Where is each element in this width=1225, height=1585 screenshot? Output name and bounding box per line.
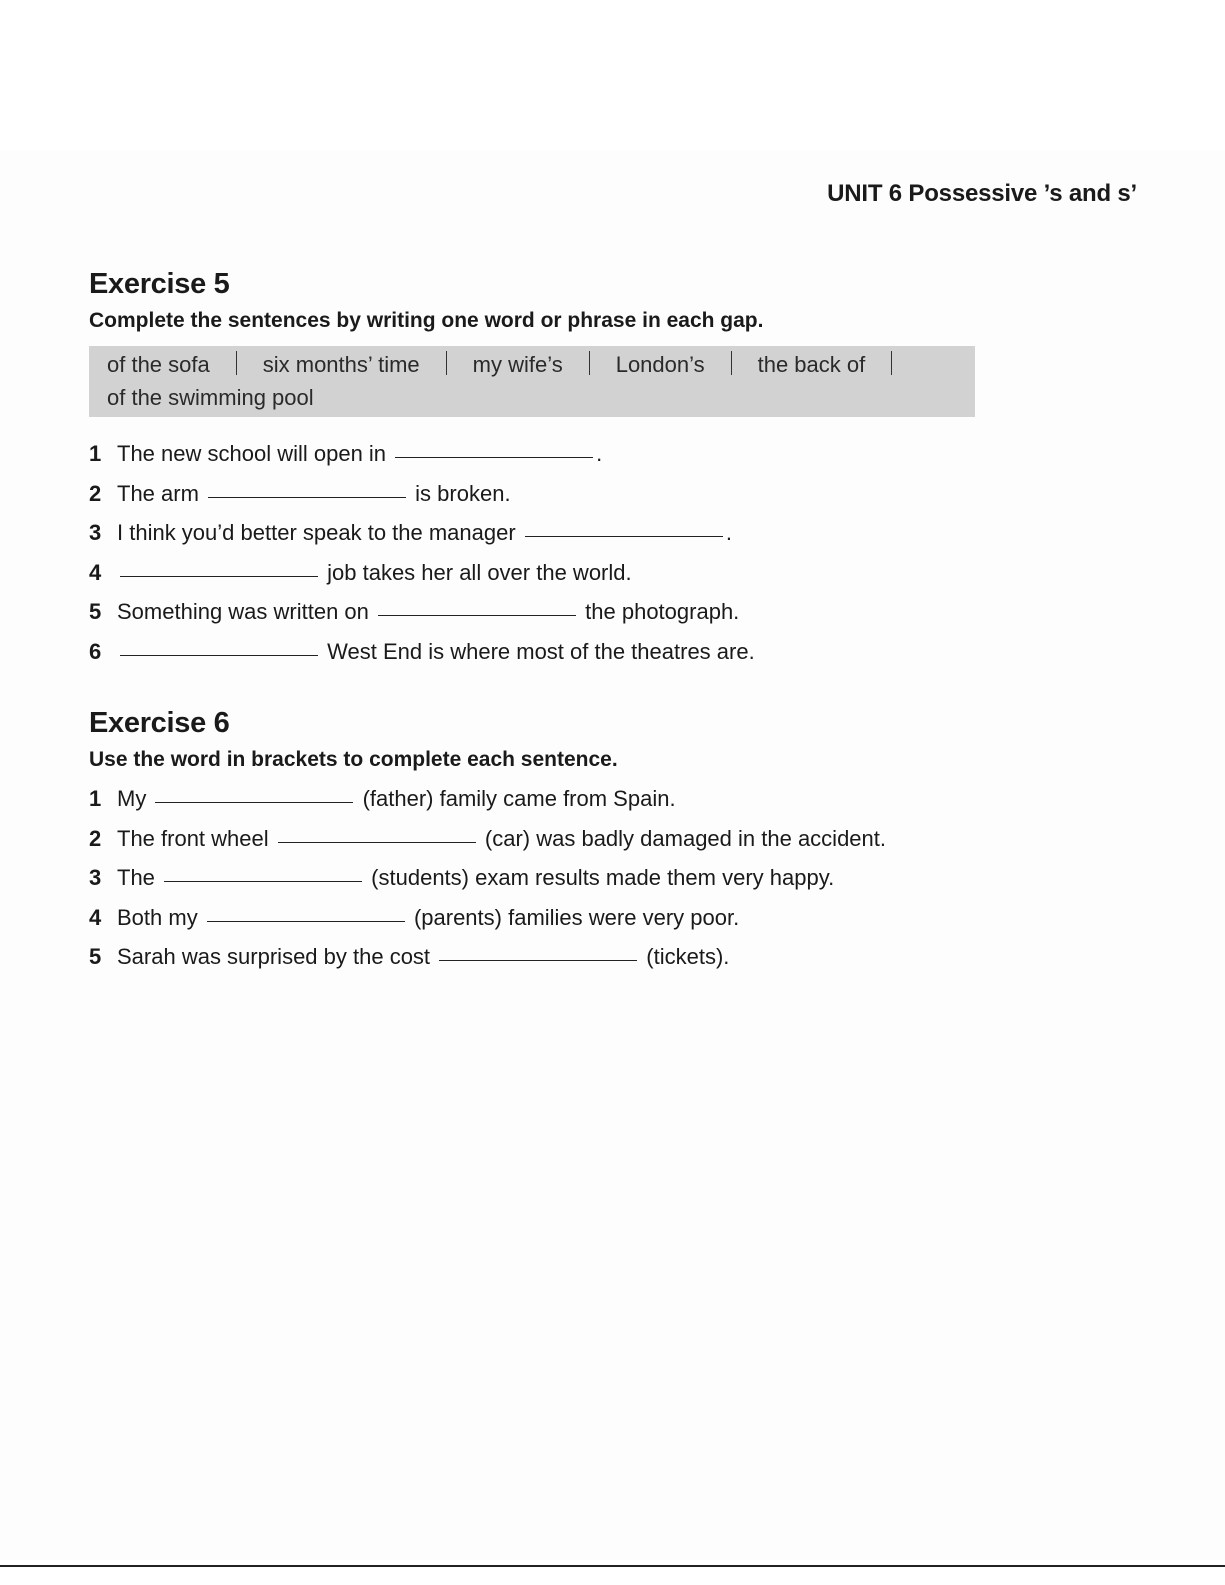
sentence-text-after: job takes her all over the world. bbox=[327, 559, 632, 585]
exercise-5-title: Exercise 5 bbox=[89, 268, 230, 300]
unit-header: UNIT 6 Possessive ’s and s’ bbox=[827, 180, 1137, 207]
divider bbox=[731, 351, 732, 375]
sentence-text-before: My bbox=[117, 786, 147, 811]
sentence-number: 4 bbox=[89, 559, 102, 585]
answer-gap[interactable] bbox=[164, 880, 362, 882]
answer-gap[interactable] bbox=[120, 654, 318, 656]
sentence-text-after: . bbox=[725, 520, 732, 546]
sentence-item bbox=[89, 858, 886, 898]
exercise-6-sentences bbox=[89, 779, 886, 977]
sentence-text-before: The front wheel bbox=[117, 825, 269, 851]
sentence-number: 6 bbox=[89, 638, 102, 664]
sentence-text-after: West End is where most of the theatres are. bbox=[327, 638, 755, 664]
sentence-text-before: Both my bbox=[117, 904, 198, 930]
sentence-number: 5 bbox=[89, 944, 102, 970]
divider bbox=[446, 351, 447, 375]
answer-gap[interactable] bbox=[207, 920, 405, 922]
page-bottom-rule bbox=[0, 1565, 1225, 1567]
divider bbox=[589, 351, 590, 375]
sentence-text-before: I think you’d better speak to the manager bbox=[117, 520, 516, 546]
sentence-item bbox=[89, 898, 886, 938]
divider bbox=[236, 351, 237, 375]
sentence-item bbox=[89, 474, 975, 514]
word-option: the back of bbox=[757, 352, 866, 377]
sentence-item bbox=[89, 513, 975, 553]
answer-gap[interactable] bbox=[120, 575, 318, 577]
divider bbox=[891, 351, 892, 375]
exercise-5-instruction: Complete the sentences by writing one word or phrase in each gap. bbox=[89, 309, 764, 332]
exercise-6 bbox=[89, 705, 886, 977]
sentence-text-after: (car) was badly damaged in the accident. bbox=[484, 825, 886, 851]
sentence-number: 3 bbox=[89, 865, 102, 891]
answer-gap[interactable] bbox=[278, 841, 476, 843]
word-box bbox=[89, 346, 975, 417]
sentence-item bbox=[89, 592, 975, 632]
sentence-number: 2 bbox=[89, 825, 102, 851]
sentence-item bbox=[89, 434, 975, 474]
answer-gap[interactable] bbox=[208, 496, 406, 498]
word-option: six months’ time bbox=[262, 352, 420, 377]
word-option: of the sofa bbox=[107, 352, 210, 377]
answer-gap[interactable] bbox=[155, 801, 353, 803]
sentence-number: 3 bbox=[89, 520, 102, 546]
sentence-text-after: (tickets). bbox=[646, 944, 730, 970]
sentence-text-after: . bbox=[596, 441, 603, 466]
answer-gap[interactable] bbox=[525, 535, 723, 537]
sentence-number: 2 bbox=[89, 480, 102, 506]
exercise-5 bbox=[89, 266, 975, 672]
word-option: of the swimming pool bbox=[107, 385, 314, 410]
exercise-6-instruction: Use the word in brackets to complete each sentence. bbox=[89, 748, 618, 771]
sentence-text-after: (students) exam results made them very happy. bbox=[371, 865, 835, 891]
answer-gap[interactable] bbox=[395, 456, 593, 458]
sentence-text-before: The arm bbox=[117, 480, 199, 506]
sentence-text-after: (parents) families were very poor. bbox=[413, 904, 740, 930]
word-option: my wife’s bbox=[472, 352, 563, 377]
sentence-item bbox=[89, 632, 975, 672]
answer-gap[interactable] bbox=[439, 959, 637, 961]
sentence-item bbox=[89, 779, 886, 819]
sentence-item bbox=[89, 553, 975, 593]
sentence-number: 1 bbox=[89, 441, 102, 466]
sentence-text-after: the photograph. bbox=[585, 599, 740, 625]
sentence-text-before: Something was written on bbox=[117, 599, 369, 625]
sentence-number: 5 bbox=[89, 599, 102, 625]
word-option: London’s bbox=[615, 352, 705, 377]
answer-gap[interactable] bbox=[378, 614, 576, 616]
sentence-text-before: The new school will open in bbox=[117, 441, 387, 466]
exercise-6-title: Exercise 6 bbox=[89, 707, 230, 739]
sentence-text-before: The bbox=[117, 865, 155, 891]
sentence-number: 4 bbox=[89, 904, 102, 930]
sentence-text-before: Sarah was surprised by the cost bbox=[117, 944, 431, 970]
sentence-text-after: (father) family came from Spain. bbox=[362, 786, 676, 811]
sentence-text-after: is broken. bbox=[415, 480, 511, 506]
sentence-item bbox=[89, 819, 886, 859]
sentence-item bbox=[89, 937, 886, 977]
exercise-5-sentences bbox=[89, 434, 975, 672]
sentence-number: 1 bbox=[89, 786, 102, 811]
